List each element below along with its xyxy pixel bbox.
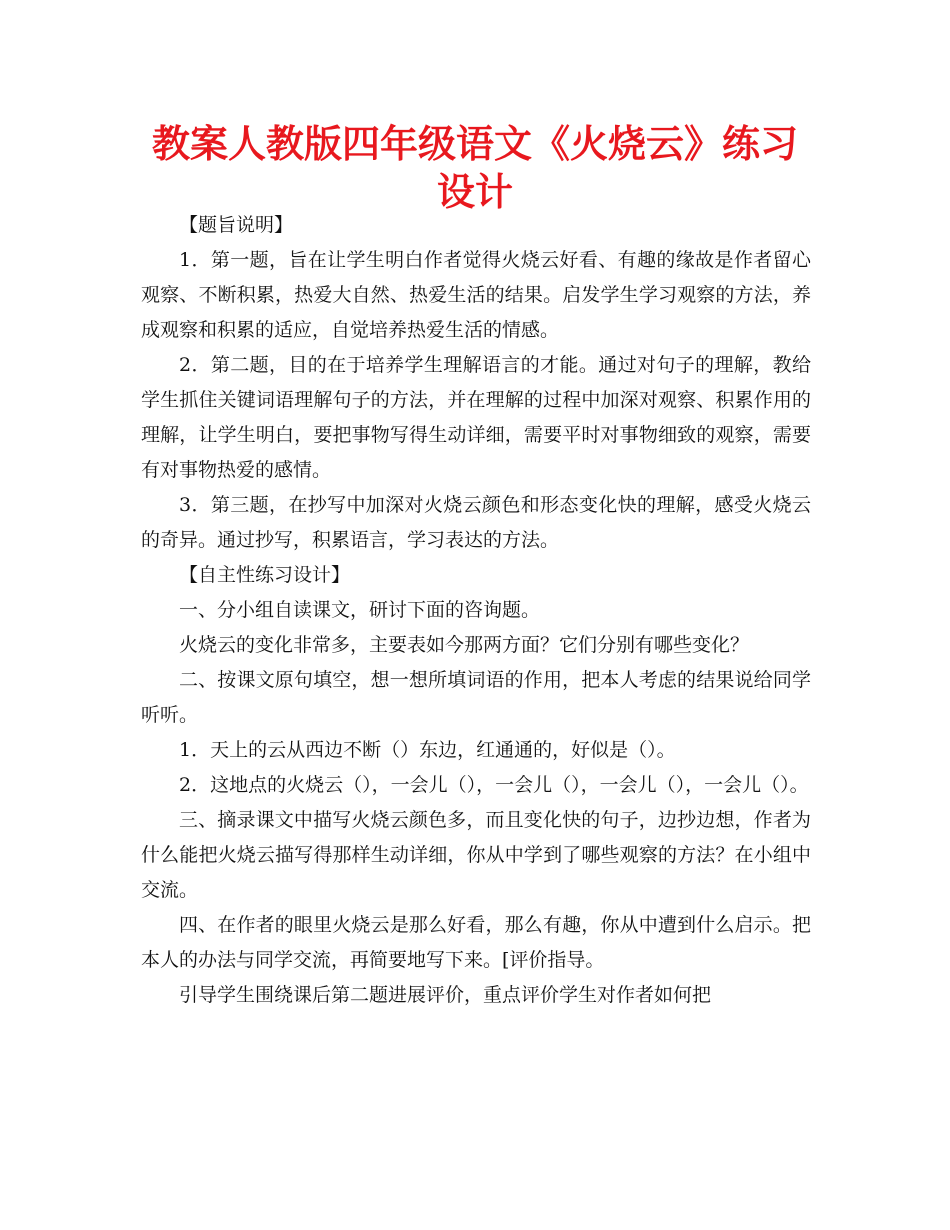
paragraph-exercise-2-item-2: 2．这地点的火烧云（），一会儿（），一会儿（），一会儿（），一会儿（）。 xyxy=(179,774,809,796)
paragraph-exercise-4: 四、在作者的眼里火烧云是那么好看，那么有趣，你从中遭到什么启示。把本人的办法与同学交流，再简要地写下来。[评价指导。 xyxy=(141,914,811,971)
paragraph-exercise-2-item-1: 1．天上的云从西边不断（）东边，红通通的，好似是（）。 xyxy=(179,739,676,761)
document-body xyxy=(141,208,811,1013)
paragraph-exercise-2: 二、按课文原句填空，想一想所填词语的作用，把本人考虑的结果说给同学听听。 xyxy=(141,669,811,726)
paragraph-exercise-1: 一、分小组自读课文，研讨下面的咨询题。 xyxy=(179,599,541,621)
paragraph-exercise-1-question: 火烧云的变化非常多，主要表如今那两方面？它们分别有哪些变化？ xyxy=(179,634,750,656)
document-title: 教案人教版四年级语文《火烧云》练习设计 xyxy=(151,122,798,214)
paragraph-exercise-3: 三、摘录课文中描写火烧云颜色多，而且变化快的句子，边抄边想，作者为什么能把火烧云描写得那样生动详细，你从中学到了哪些观察的方法？在小组中交流。 xyxy=(141,809,811,901)
paragraph-intent-1: 1．第一题，旨在让学生明白作者觉得火烧云好看、有趣的缘故是作者留心观察、不断积累，热爱大自然、热爱生活的结果。启发学生学习观察的方法，养成观察和积累的适应，自觉培养热爱生活的情感。 xyxy=(141,249,811,341)
section-heading-exercise: 【自主性练习设计】 xyxy=(179,564,351,586)
section-heading-intent: 【题旨说明】 xyxy=(179,214,294,236)
paragraph-evaluation: 引导学生围绕课后第二题进展评价，重点评价学生对作者如何把 xyxy=(179,984,712,1006)
paragraph-intent-3: 3．第三题，在抄写中加深对火烧云颜色和形态变化快的理解，感受火烧云的奇异。通过抄写，积累语言，学习表达的方法。 xyxy=(141,494,811,551)
paragraph-intent-2: 2．第二题，目的在于培养学生理解语言的才能。通过对句子的理解，教给学生抓住关键词语理解句子的方法，并在理解的过程中加深对观察、积累作用的理解，让学生明白，要把事物写得生动详细，需要平时对事物细致的观察，需要有对事物热爱的感情。 xyxy=(141,354,811,481)
